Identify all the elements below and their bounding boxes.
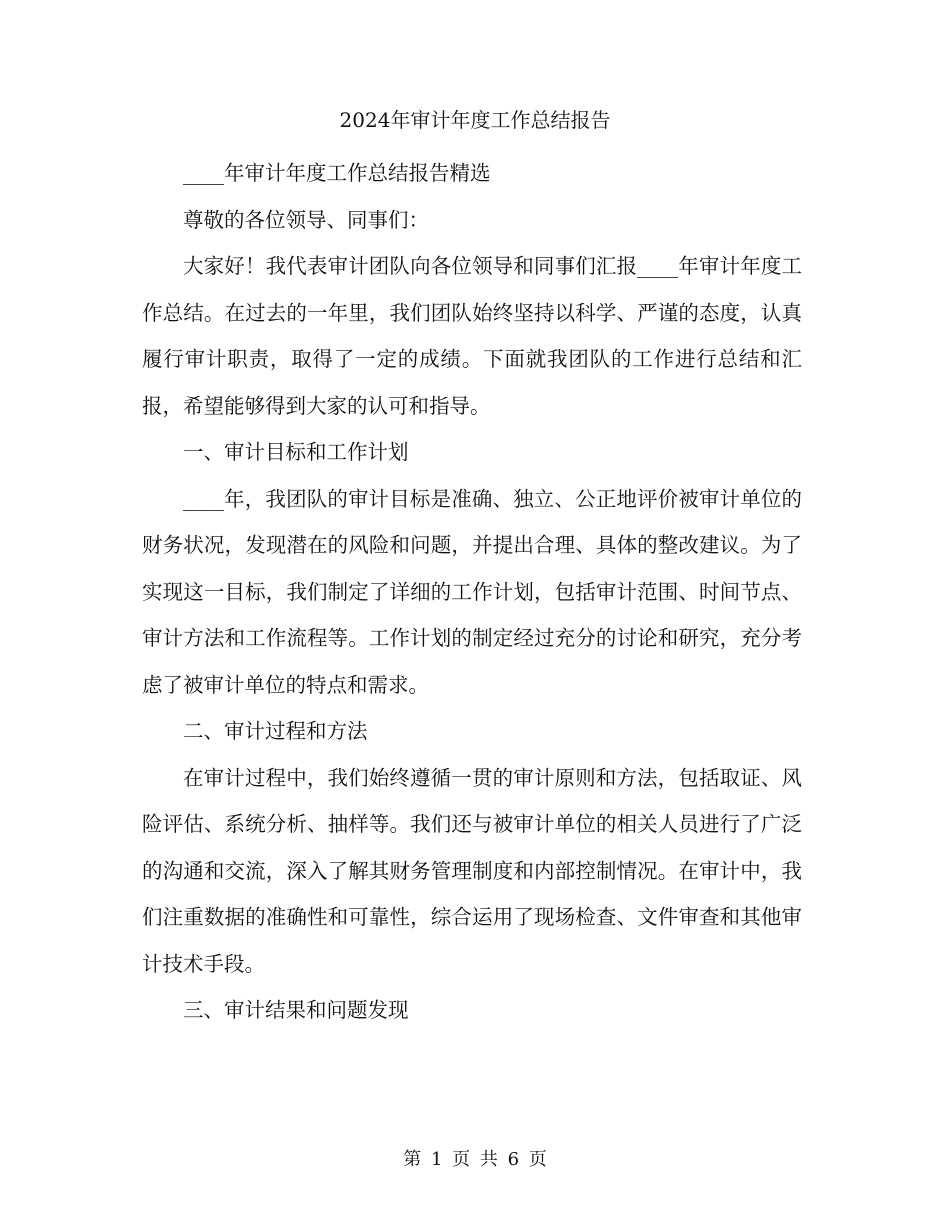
intro-paragraph: 大家好！我代表审计团队向各位领导和同事们汇报____年审计年度工作总结。在过去的一年里，我们团队始终坚持以科学、严谨的态度，认真履行审计职责，取得了一定的成绩。下面就我团队的工作进行总结和汇报，希望能够得到大家的认可和指导。 [142,254,802,418]
document-title: 2024年审计年度工作总结报告 [339,108,611,132]
section-2-paragraph: 在审计过程中，我们始终遵循一贯的审计原则和方法，包括取证、风险评估、系统分析、抽样等。我们还与被审计单位的相关人员进行了广泛的沟通和交流，深入了解其财务管理制度和内部控制情况。在审计中，我们注重数据的准确性和可靠性，综合运用了现场检查、文件审查和其他审计技术手段。 [142,765,802,976]
section-heading-3: 三、审计结果和问题发现 [183,998,409,1022]
salutation-paragraph: 尊敬的各位领导、同事们： [183,207,429,232]
page-footer: 第 1 页 共 6 页 [403,1149,547,1170]
document-body [142,150,802,1034]
section-heading-2: 二、审计过程和方法 [183,719,368,743]
section-heading-1: 一、审计目标和工作计划 [183,440,409,464]
section-1-paragraph: ____年，我团队的审计目标是准确、独立、公正地评价被审计单位的财务状况，发现潜在的风险和问题，并提出合理、具体的整改建议。为了实现这一目标，我们制定了详细的工作计划，包括审计范围、时间节点、审计方法和工作流程等。工作计划的制定经过充分的讨论和研究，充分考虑了被审计单位的特点和需求。 [142,486,802,697]
subtitle-paragraph: ____年审计年度工作总结报告精选 [183,161,491,185]
